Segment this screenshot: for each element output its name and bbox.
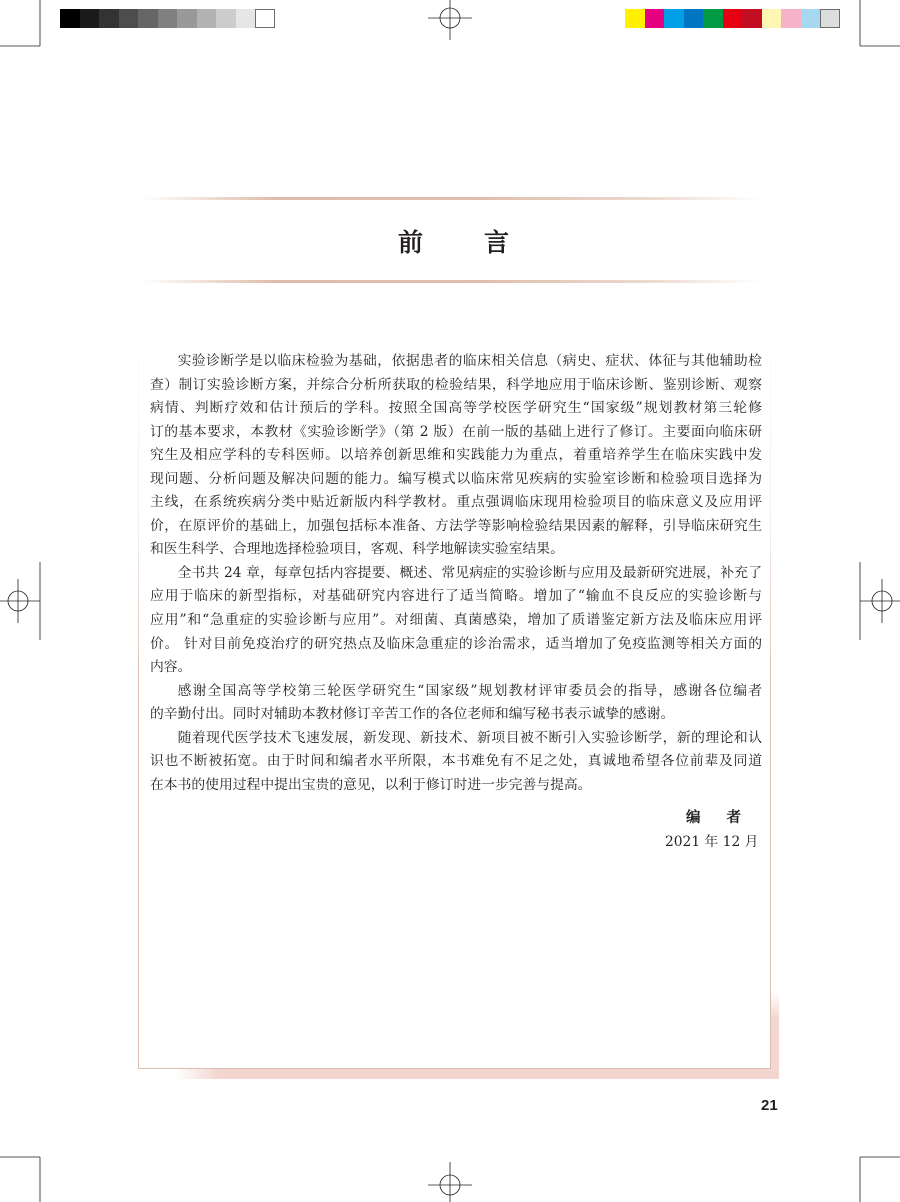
preface-body [150,350,762,797]
text-line: 应用于临床的新型指标，对基础研究内容进行了适当简略。增加了“输血不良反应的实验诊断与 [150,588,762,605]
text-line: 实验诊断学是以临床检验为基础，依据患者的临床相关信息（病史、症状、体征与其他辅助检 [177,353,762,369]
page-title: 前言 [398,228,571,257]
color-swatch-8 [762,9,782,28]
registration-mark-right-circle [872,591,892,611]
color-swatch-11 [820,9,840,28]
frame-shadow-bottom [176,1069,779,1079]
text-line: 主线，在系统疾病分类中贴近新版内科学教材。重点强调临床现用检验项目的临床意义及应用评 [150,494,762,511]
registration-mark-left-circle [8,591,28,611]
paragraph-3 [150,680,762,727]
grayscale-swatch-4 [119,9,139,28]
frame-border-right [770,300,771,1068]
text-line: 内容。 [150,659,192,676]
grayscale-swatch-8 [197,9,217,28]
color-control-bar [625,9,840,28]
color-swatch-2 [645,9,665,28]
color-swatch-3 [664,9,684,28]
grayscale-swatch-3 [99,9,119,28]
title-rule-top [140,197,762,200]
frame-border-left [138,300,139,1068]
grayscale-swatch-6 [158,9,178,28]
color-swatch-10 [801,9,821,28]
color-swatch-1 [625,9,645,28]
text-line: 识也不断被拓宽。由于时间和编者水平所限，本书难免有不足之处，真诚地希望各位前辈及同道 [150,753,762,770]
grayscale-swatch-9 [216,9,236,28]
text-line: 应用”和“急重症的实验诊断与应用”。对细菌、真菌感染，增加了质谱鉴定新方法及临床应用评 [150,612,762,629]
text-line: 的辛勤付出。同时对辅助本教材修订辛苦工作的各位老师和编写秘书表示诚挚的感谢。 [150,706,675,723]
color-swatch-7 [742,9,762,28]
registration-mark-bottom-circle [440,1175,460,1195]
grayscale-swatch-11 [255,9,275,28]
frame-shadow-right [771,992,779,1069]
text-line: 现问题、分析问题及解决问题的能力。编写模式以临床常见疾病的实验室诊断和检验项目选择为 [150,470,762,487]
color-swatch-9 [781,9,801,28]
text-line: 在本书的使用过程中提出宝贵的意见，以利于修订时进一步完善与提高。 [150,776,592,793]
signature-author: 编者 [686,810,767,826]
signature-date: 2021 年 12 月 [665,834,759,850]
paragraph-2 [150,562,762,680]
grayscale-control-bar [60,9,275,28]
color-swatch-4 [684,9,704,28]
grayscale-swatch-5 [138,9,158,28]
text-line: 全书共 24 章，每章包括内容提要、概述、常见病症的实验诊断与应用及最新研究进展，补充了 [177,564,762,581]
registration-mark-top-circle [440,8,460,28]
paragraph-4 [150,727,762,798]
text-line: 究生及相应学科的专科医师。以培养创新思维和实践能力为重点，着重培养学生在临床实践中发 [150,447,762,464]
color-swatch-5 [703,9,723,28]
text-line: 和医生科学、合理地选择检验项目，客观、科学地解读实验室结果。 [150,541,564,558]
text-line: 订的基本要求，本教材《实验诊断学》（第 2 版）在前一版的基础上进行了修订。主要面向临床研 [150,423,762,440]
grayscale-swatch-7 [177,9,197,28]
frame-border-bottom [138,1068,771,1069]
grayscale-swatch-1 [60,9,80,28]
text-line: 感谢全国高等学校第三轮医学研究生“国家级”规划教材评审委员会的指导，感谢各位编者 [177,682,762,699]
grayscale-swatch-10 [236,9,256,28]
page-number: 21 [761,1097,778,1114]
text-line: 随着现代医学技术飞速发展，新发现、新技术、新项目被不断引入实验诊断学，新的理论和认 [177,729,762,746]
grayscale-swatch-2 [80,9,100,28]
text-line: 价，在原评价的基础上，加强包括标本准备、方法学等影响检验结果因素的解释，引导临床研究生 [150,517,762,534]
text-line: 病情、判断疗效和估计预后的学科。按照全国高等学校医学研究生“国家级”规划教材第三轮修 [150,400,762,417]
paragraph-1 [150,350,762,562]
text-line: 价。 针对目前免疫治疗的研究热点及临床急重症的诊治需求，适当增加了免疫监测等相关方面的 [150,635,762,652]
title-rule-bottom [140,280,762,283]
text-line: 查）制订实验诊断方案，并综合分析所获取的检验结果，科学地应用于临床诊断、鉴别诊断、观察 [150,376,762,393]
color-swatch-6 [723,9,743,28]
